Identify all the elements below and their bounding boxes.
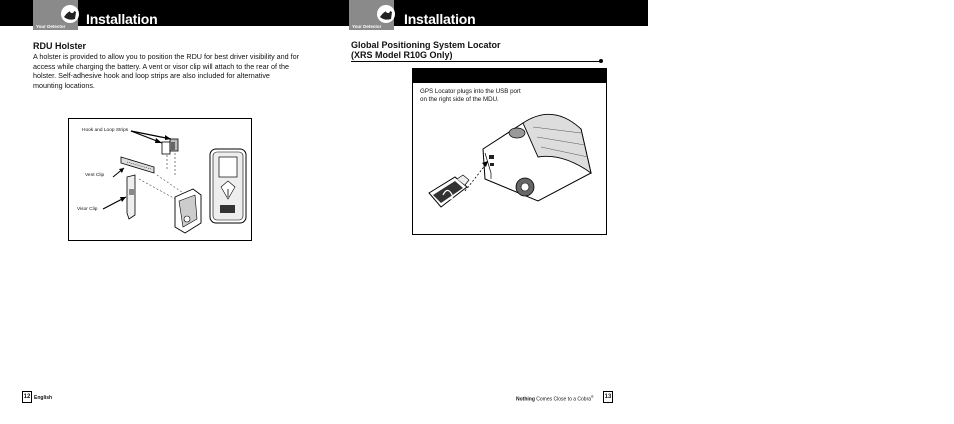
right-page-number: 13	[604, 394, 612, 400]
gps-title-line1: Global Positioning System Locator	[351, 40, 501, 50]
gps-locator-title	[351, 41, 501, 60]
hook-loop-strips-label: Hook and Loop Strips	[82, 128, 129, 133]
gps-note-line2: on the right side of the MDU.	[420, 96, 499, 103]
left-header-title: Installation	[86, 11, 158, 27]
gps-title-line2: (XRS Model R10G Only)	[351, 49, 453, 60]
rdu-holster-body: A holster is provided to allow you to position the RDU for best driver visibility and for access while charging the battery. A vent or visor clip will attach to the rear of the holster. Self-adhesive hook and loop strips are also included for alternative mounting locations.	[33, 52, 300, 90]
registered-mark: ®	[591, 395, 594, 399]
visor-clip-label: Visor Clip	[77, 207, 98, 212]
detector-icon	[376, 4, 396, 24]
rdu-holster-title: RDU Holster	[33, 41, 87, 51]
gps-note-line1: GPS Locator plugs into the USB port	[420, 88, 521, 95]
left-page-number-box	[22, 391, 32, 403]
footer-slogan	[516, 395, 594, 403]
gps-note-box	[412, 68, 607, 235]
right-page-number-box	[603, 391, 613, 403]
holster-illustration	[69, 119, 251, 240]
footer-slogan-bold: Nothing	[516, 396, 535, 403]
right-tab-label: Your Detector	[352, 24, 382, 29]
gps-mdu-illustration	[413, 83, 606, 233]
detector-icon	[60, 4, 80, 24]
footer-slogan-rest: Comes Close to a Cobra	[534, 396, 592, 403]
left-page-number: 12	[23, 394, 31, 400]
rdu-holster-figure	[68, 118, 252, 241]
footer-language: English	[34, 395, 53, 401]
right-header-title: Installation	[404, 11, 476, 27]
title-rule	[351, 61, 601, 62]
note-box-header	[413, 69, 606, 83]
left-tab-label: Your Detector	[36, 24, 66, 29]
rule-end-dot	[599, 59, 603, 63]
vent-clip-label: Vent Clip	[85, 173, 105, 178]
